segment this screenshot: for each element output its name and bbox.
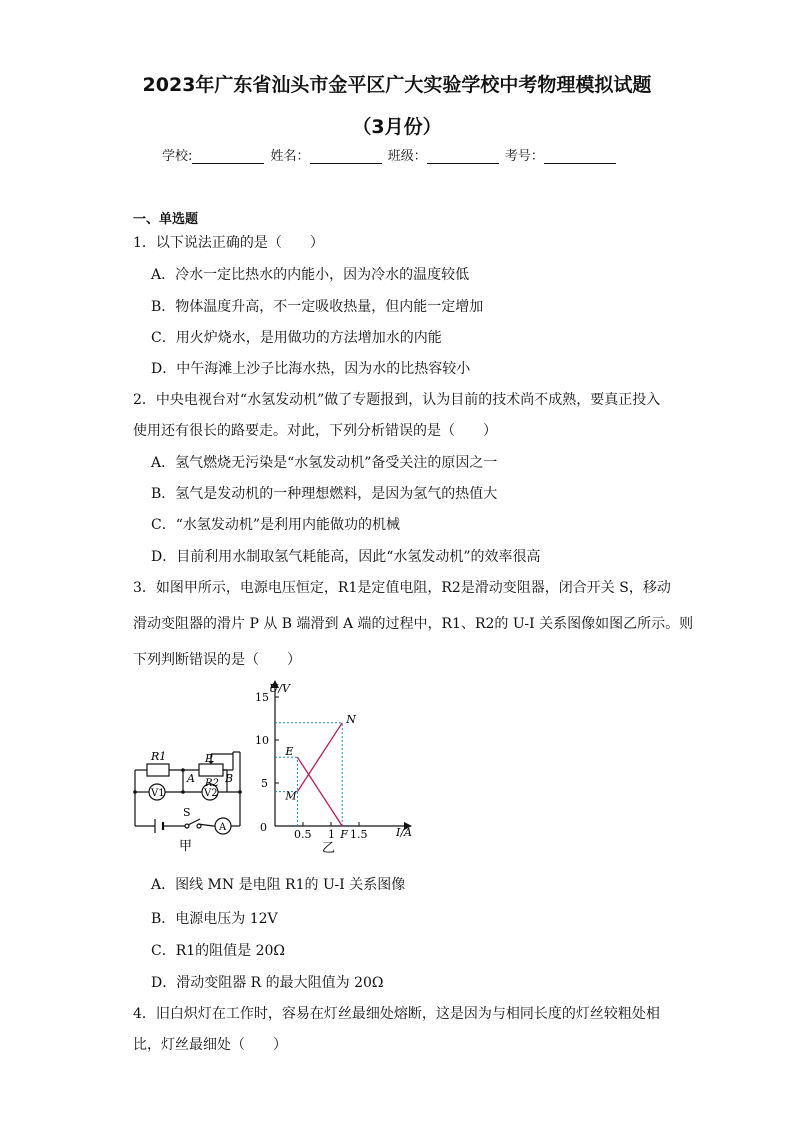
point-label-f: F [340,828,348,841]
question-3-option-d: D．滑动变阻器 R 的最大阻值为 20Ω [151,975,384,991]
question-2-option-a: A．氢气燃烧无污染是“水氢发动机”备受关注的原因之一 [151,455,498,471]
x-axis-label: I/A [396,826,412,839]
question-3-stem-2: 滑动变阻器的滑片 P 从 B 端滑到 A 端的过程中，R1、R2的 U-I 关系图像如图乙所示。则 [133,616,694,632]
question-3-option-b: B．电源电压为 12V [151,911,278,927]
question-3-option-c: C．R1的阻值是 20Ω [151,943,286,959]
r2-label: R2 [205,778,219,789]
circuit-diagram [125,740,250,855]
graph-caption: 乙 [322,841,336,856]
school-blank[interactable] [192,149,264,164]
y-axis-label: U/V [269,682,290,695]
r1-label: R1 [151,750,167,763]
question-2-stem-2: 使用还有很长的路要走。对此，下列分析错误的是（ ） [133,423,497,439]
switch-s-label: S [183,806,191,819]
section-title: 一、单选题 [133,212,199,227]
question-2-stem-1: 2．中央电视台对“水氢发动机”做了专题报到，认为目前的技术尚不成熟，要真正投入 [133,392,661,408]
voltmeter-v2-label: V2 [204,788,218,799]
question-4-stem-1: 4．旧白炽灯在工作时，容易在灯丝最细处熔断，这是因为与相同长度的灯丝较粗处相 [133,1006,660,1022]
y-tick-label: 10 [255,734,269,747]
question-1-option-d: D．中午海滩上沙子比海水热，因为水的比热容较小 [151,361,471,377]
point-label-n: N [346,712,356,726]
exam-number-label: 考号： [504,149,544,164]
point-label-e: E [285,745,294,759]
question-1-option-b: B．物体温度升高，不一定吸收热量，但内能一定增加 [151,299,484,315]
question-1-option-a: A．冷水一定比热水的内能小，因为冷水的温度较低 [151,267,470,283]
page-subtitle: （3月份） [352,116,442,138]
end-b-label: B [225,772,234,785]
question-4-stem-2: 比，灯丝最细处（ ） [133,1037,287,1053]
series-line-ef [297,757,342,826]
circuit-caption: 甲 [179,839,193,854]
page-title: 2023年广东省汕头市金平区广大实验学校中考物理模拟试题 [142,74,652,96]
y-tick-label: 15 [255,691,269,704]
question-3-option-a: A．图线 MN 是电阻 R1的 U-I 关系图像 [151,877,406,893]
x-tick-label: 1 [328,828,335,841]
school-label: 学校: [162,149,193,164]
name-label: 姓名： [270,149,310,164]
series-line-mn [297,723,342,792]
exam-number-blank[interactable] [544,149,616,164]
student-info-fields [162,145,618,164]
question-2-option-c: C．“水氢发动机”是利用内能做功的机械 [151,517,401,533]
x-tick-label: 1.5 [350,828,368,841]
x-tick-label: 0.5 [294,828,312,841]
point-label-m: M [285,789,297,803]
ammeter-label: A [219,822,227,833]
question-1-stem: 1．以下说法正确的是（ ） [133,235,324,251]
question-2-option-d: D．目前利用水制取氢气耗能高，因此“水氢发动机”的效率很高 [151,549,541,565]
origin-label: 0 [260,821,267,834]
question-2-option-b: B．氢气是发动机的一种理想燃料，是因为氢气的热值大 [151,486,498,502]
end-a-label: A [187,772,195,785]
ui-graph [250,676,420,856]
class-blank[interactable] [427,149,499,164]
question-3-stem-1: 3．如图甲所示，电源电压恒定，R1是定值电阻，R2是滑动变阻器，闭合开关 S，移动 [133,580,671,596]
name-blank[interactable] [310,149,382,164]
class-label: 班级： [387,149,427,164]
voltmeter-v1-label: V1 [151,788,165,799]
y-tick-label: 5 [261,777,268,790]
slider-p-label: P [205,752,213,765]
question-1-option-c: C．用火炉烧水，是用做功的方法增加水的内能 [151,330,442,346]
question-3-stem-3: 下列判断错误的是（ ） [133,652,301,668]
